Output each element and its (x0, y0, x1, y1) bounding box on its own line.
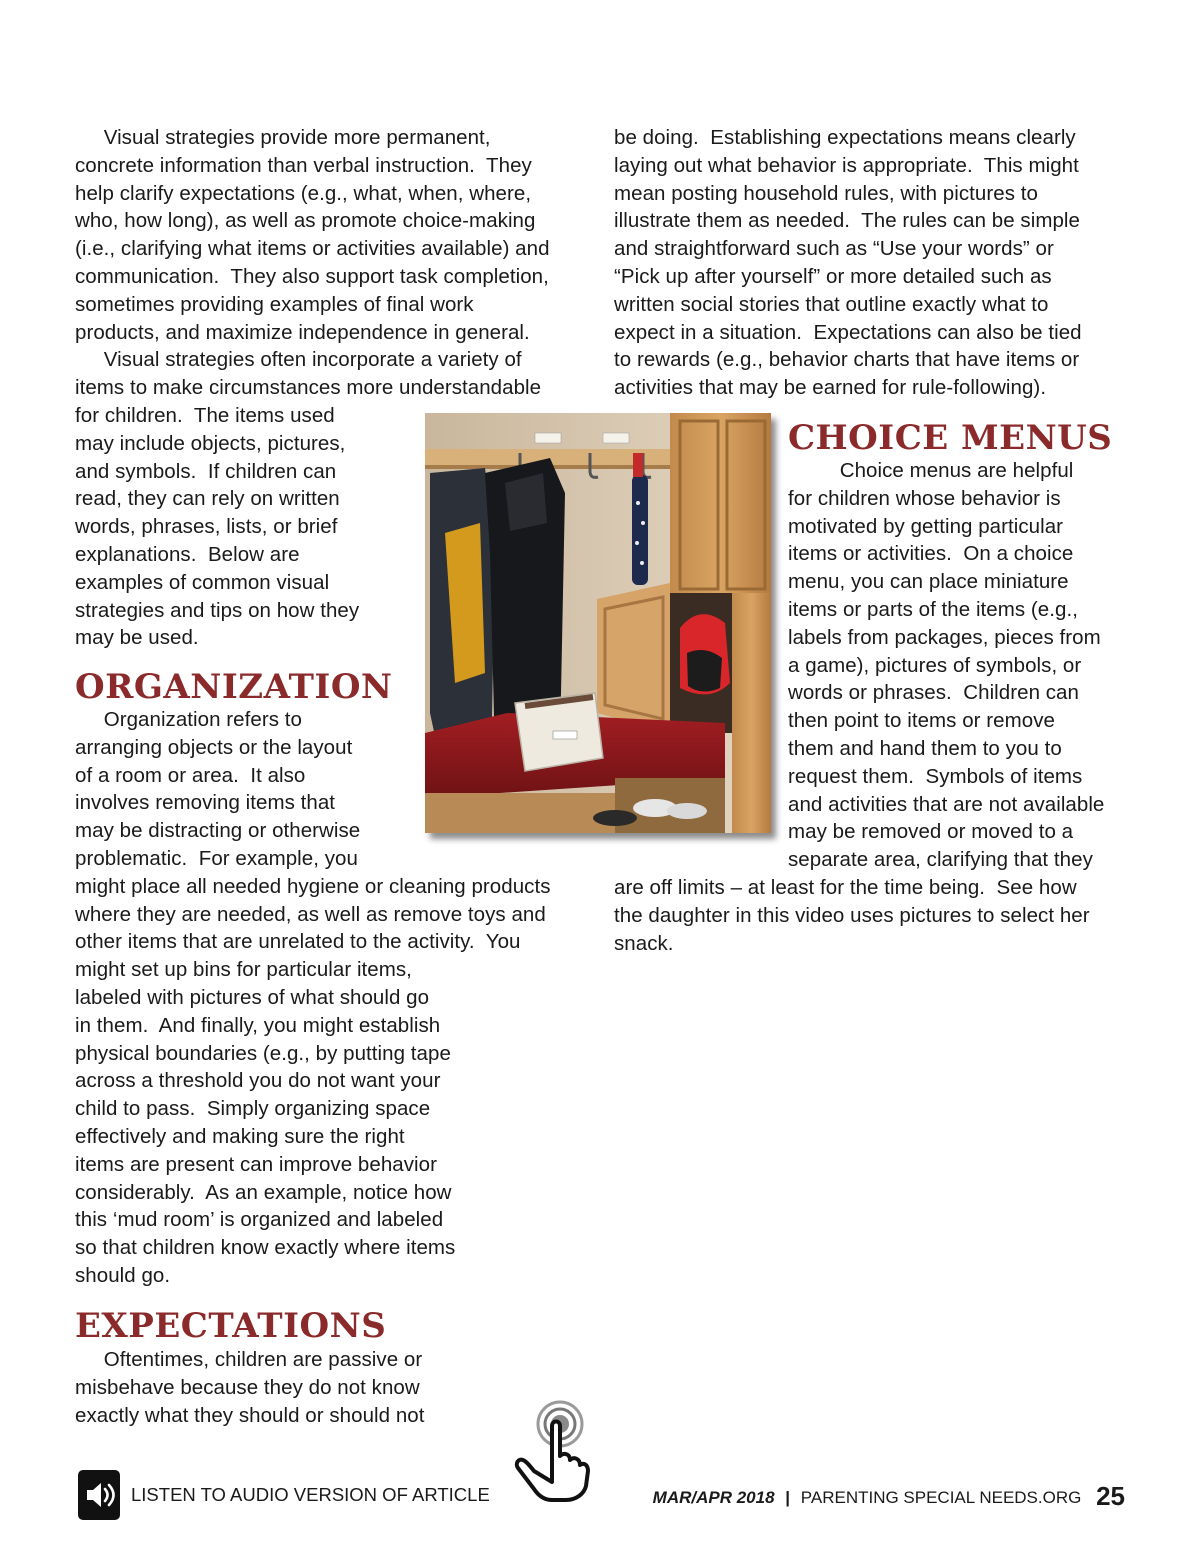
body-text-line: Choice menus are helpful (788, 459, 1074, 482)
body-text-line: might place all needed hygiene or cleaning products (75, 874, 551, 898)
footer-separator: | (785, 1488, 791, 1507)
body-text-line: and straightforward such as “Use your words” or (614, 237, 1054, 261)
body-text-line: involves removing items that (75, 791, 336, 815)
body-text-line: where they are needed, as well as remove toys and (75, 902, 546, 926)
body-text-line: misbehave because they do not know (75, 1375, 420, 1399)
body-text-line: strategies and tips on how they (75, 598, 360, 622)
body-text-line: items to make circumstances more understandable (75, 376, 542, 400)
body-text-line: read, they can rely on written (75, 487, 340, 511)
body-text-line: Visual strategies often incorporate a variety of (75, 348, 522, 372)
body-text-line: may be used. (75, 626, 199, 650)
body-text-line: (i.e., clarifying what items or activities available) and (75, 237, 550, 261)
body-text-line: then point to items or remove (788, 709, 1055, 733)
body-text-line: snack. (614, 931, 674, 955)
body-text-line: should go. (75, 1264, 171, 1287)
body-text-line: menu, you can place miniature (788, 570, 1069, 594)
page-number: 25 (1096, 1481, 1125, 1511)
body-text-line: laying out what behavior is appropriate. This might (614, 153, 1079, 177)
site-name: PARENTING SPECIAL NEEDS.ORG (800, 1488, 1082, 1507)
body-text-line: items or activities. On a choice (788, 542, 1074, 566)
body-text-line: help clarify expectations (e.g., what, when, where, (75, 181, 532, 205)
body-text-line: may be removed or moved to a (788, 820, 1074, 844)
body-text-line: items are present can improve behavior (75, 1152, 437, 1176)
hand-pointer-icon[interactable] (508, 1398, 592, 1504)
body-text-line: considerably. As an example, notice how (75, 1180, 452, 1204)
body-text-line: mean posting household rules, with pictures to (614, 181, 1038, 205)
body-text-line: concrete information than verbal instruction. They (75, 153, 532, 177)
body-text-line: may be distracting or otherwise (75, 819, 361, 843)
body-text-line: explanations. Below are (75, 543, 300, 566)
body-text-line: Organization refers to (75, 708, 302, 731)
body-text-line: communication. They also support task completion, (75, 265, 549, 288)
body-text-line: examples of common visual (75, 570, 330, 594)
body-text-line: exactly what they should or should not (75, 1403, 425, 1427)
body-text-line: arranging objects or the layout (75, 735, 353, 759)
body-text-line: them and hand them to you to (788, 737, 1062, 760)
body-text-line: activities that may be earned for rule-following). (614, 376, 1047, 400)
body-text-line: be doing. Establishing expectations means clearly (614, 126, 1076, 149)
body-text-line: who, how long), as well as promote choice-making (75, 209, 536, 233)
mud-room-photo (425, 413, 771, 833)
body-text-line: other items that are unrelated to the activity. You (75, 930, 521, 954)
choice-menus-heading: CHOICE MENUS (788, 418, 1113, 458)
body-text-line: “Pick up after yourself” or more detailed such as (614, 265, 1052, 288)
body-text-line: are off limits – at least for the time being. See how (614, 876, 1077, 899)
body-text-line: the daughter in this video uses pictures to select her (614, 903, 1090, 927)
body-text-line: physical boundaries (e.g., by putting tape (75, 1041, 451, 1065)
body-text-line: so that children know exactly where items (75, 1236, 456, 1260)
body-text-line: for children. The items used (75, 404, 335, 427)
body-text-line: and symbols. If children can (75, 459, 337, 483)
body-text-line: request them. Symbols of items (788, 764, 1083, 788)
body-text-line: separate area, clarifying that they (788, 848, 1093, 872)
body-text-line: to rewards (e.g., behavior charts that have items or (614, 348, 1080, 372)
issue-date: MAR/APR 2018 (652, 1488, 775, 1507)
body-text-line: might set up bins for particular items, (75, 958, 412, 982)
body-text-line: words, phrases, lists, or brief (75, 515, 338, 539)
body-text-line: and activities that are not available (788, 792, 1105, 816)
body-text-line: of a room or area. It also (75, 763, 306, 787)
body-text-line: problematic. For example, you (75, 847, 358, 870)
body-text-line: effectively and making sure the right (75, 1125, 405, 1148)
body-text-line: written social stories that outline exactly what to (614, 292, 1049, 316)
body-text-line: labeled with pictures of what should go (75, 986, 430, 1009)
expectations-heading: EXPECTATIONS (75, 1306, 387, 1346)
body-text-line: items or parts of the items (e.g., (788, 598, 1078, 621)
body-text-line: in them. And finally, you might establish (75, 1013, 441, 1037)
body-text-line: labels from packages, pieces from (788, 625, 1101, 649)
page-footer (653, 1480, 1125, 1514)
body-text-line: sometimes providing examples of final work (75, 292, 474, 316)
listen-audio-label[interactable]: LISTEN TO AUDIO VERSION OF ARTICLE (131, 1484, 490, 1505)
body-text-line: Oftentimes, children are passive or (75, 1348, 423, 1371)
body-text-line: across a threshold you do not want your (75, 1069, 441, 1093)
listen-audio-link[interactable] (78, 1470, 498, 1520)
body-text-line: for children whose behavior is (788, 486, 1061, 510)
body-text-line: may include objects, pictures, (75, 431, 346, 455)
speaker-icon[interactable] (78, 1470, 120, 1520)
body-text-line: expect in a situation. Expectations can also be tied (614, 320, 1082, 344)
body-text-line: Visual strategies provide more permanent, (75, 126, 491, 149)
body-text-line: illustrate them as needed. The rules can be simple (614, 209, 1080, 233)
body-text-line: a game), pictures of symbols, or (788, 653, 1082, 677)
body-text-line: products, and maximize independence in general. (75, 320, 530, 344)
body-text-line: child to pass. Simply organizing space (75, 1097, 431, 1121)
body-text-line: this ‘mud room’ is organized and labeled (75, 1208, 444, 1232)
body-text-line: motivated by getting particular (788, 514, 1064, 538)
organization-heading: ORGANIZATION (75, 667, 393, 707)
body-text-line: words or phrases. Children can (788, 681, 1079, 705)
